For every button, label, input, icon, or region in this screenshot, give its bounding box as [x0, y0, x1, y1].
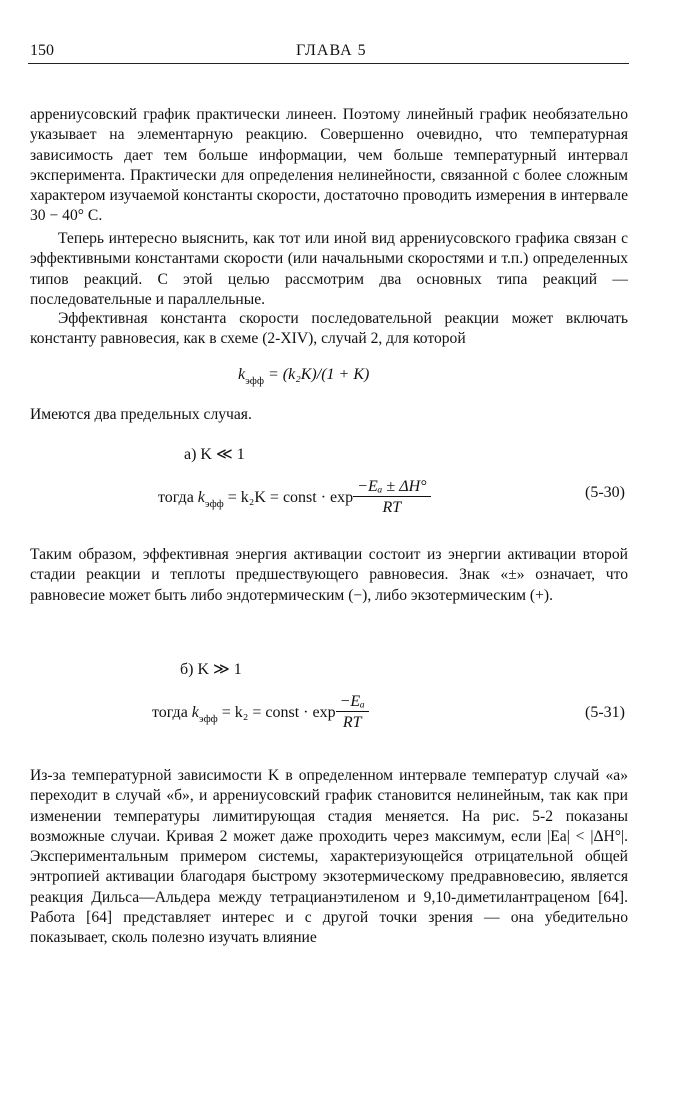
- chapter-title: ГЛАВА 5: [296, 42, 367, 59]
- k-symbol: k: [238, 366, 246, 383]
- paragraph-6: Из-за температурной зависимости K в определенном интервале температур случай «а» переходит в случай «б», и аррениусовский график становится нелинейным, так как при изменении температуры лимитирующая стадия меняется. На рис. 5-2 показаны возможные случаи. Кривая 2 может даже проходить через максимум, если |Ea| < |ΔH°|. Экспериментальным примером системы, характеризующейся отрицательной общей энтропией активации благодаря быстрому экзотермическому предравновесию, является реакция Дильса—Альдера между тетрацианэтиленом и 9,10-диметилантраценом [64]. Работа [64] представляет интерес и с другой точки зрения — она убедительно показывает, сколь полезно изучать влияние: [30, 767, 628, 947]
- paragraph-2: Теперь интересно выяснить, как тот или иной вид аррениусовского графика связан с эффективными константами скорости (или начальными скоростями и т.п.) определенных типов реакций. С этой целью рассмотрим два основных типа реакций — последовательные и параллельные.: [30, 230, 628, 308]
- case-a-label: а) K ≪ 1: [184, 446, 245, 463]
- eq30-middle: = k₂K = const · exp: [227, 489, 354, 507]
- eq30-eff: эфф: [204, 498, 224, 511]
- keff-rhs: = (k₂K)/(1 + K): [267, 366, 370, 383]
- eq31-numerator: −Eₐ: [336, 693, 369, 712]
- eq30-k: k: [197, 489, 205, 507]
- page-number: 150: [30, 42, 54, 59]
- equation-keff: [238, 366, 370, 387]
- eq30-denominator: RT: [382, 499, 402, 516]
- eq31-eff: эфф: [198, 713, 218, 726]
- equation-5-31: [152, 693, 369, 734]
- eq30-numerator: −Eₐ ± ΔH°: [353, 478, 430, 497]
- equation-number-5-31: (5-31): [585, 704, 625, 721]
- case-b-label: б) K ≫ 1: [180, 661, 242, 678]
- paragraph-4: Имеются два предельных случая.: [30, 406, 252, 423]
- header-rule: [28, 63, 629, 64]
- paragraph-5: Таким образом, эффективная энергия активации состоит из энергии активации второй стадии реакции и теплоты предшествующего равновесия. Знак «±» означает, что равновесие может быть либо эндотермическим (−), либо экзотермическим (+).: [30, 546, 628, 604]
- eq31-denominator: RT: [342, 714, 362, 731]
- equation-5-30: [158, 478, 431, 519]
- eq31-k: k: [191, 704, 199, 722]
- eq31-middle: = k₂ = const · exp: [221, 704, 336, 722]
- eq30-prefix: тогда: [158, 489, 194, 507]
- equation-number-5-30: (5-30): [585, 484, 625, 501]
- paragraph-3: Эффективная константа скорости последовательной реакции может включать константу равновесия, как в схеме (2-XIV), случай 2, для которой: [30, 310, 628, 348]
- eq31-fraction: [336, 693, 369, 734]
- paragraph-1: аррениусовский график практически линеен. Поэтому линейный график необязательно указывает на элементарную реакцию. Совершенно очевидно, что температурная зависимость дает тем больше информации, чем больше температурный интервал эксперимента. Практически для определения нелинейности, связанной с более сложным характером изучаемой константы скорости, достаточно проводить измерения в интервале 30 − 40° С.: [30, 106, 628, 225]
- eq30-fraction: [353, 478, 430, 519]
- eff-subscript: эфф: [245, 375, 264, 387]
- eq31-prefix: тогда: [152, 704, 188, 722]
